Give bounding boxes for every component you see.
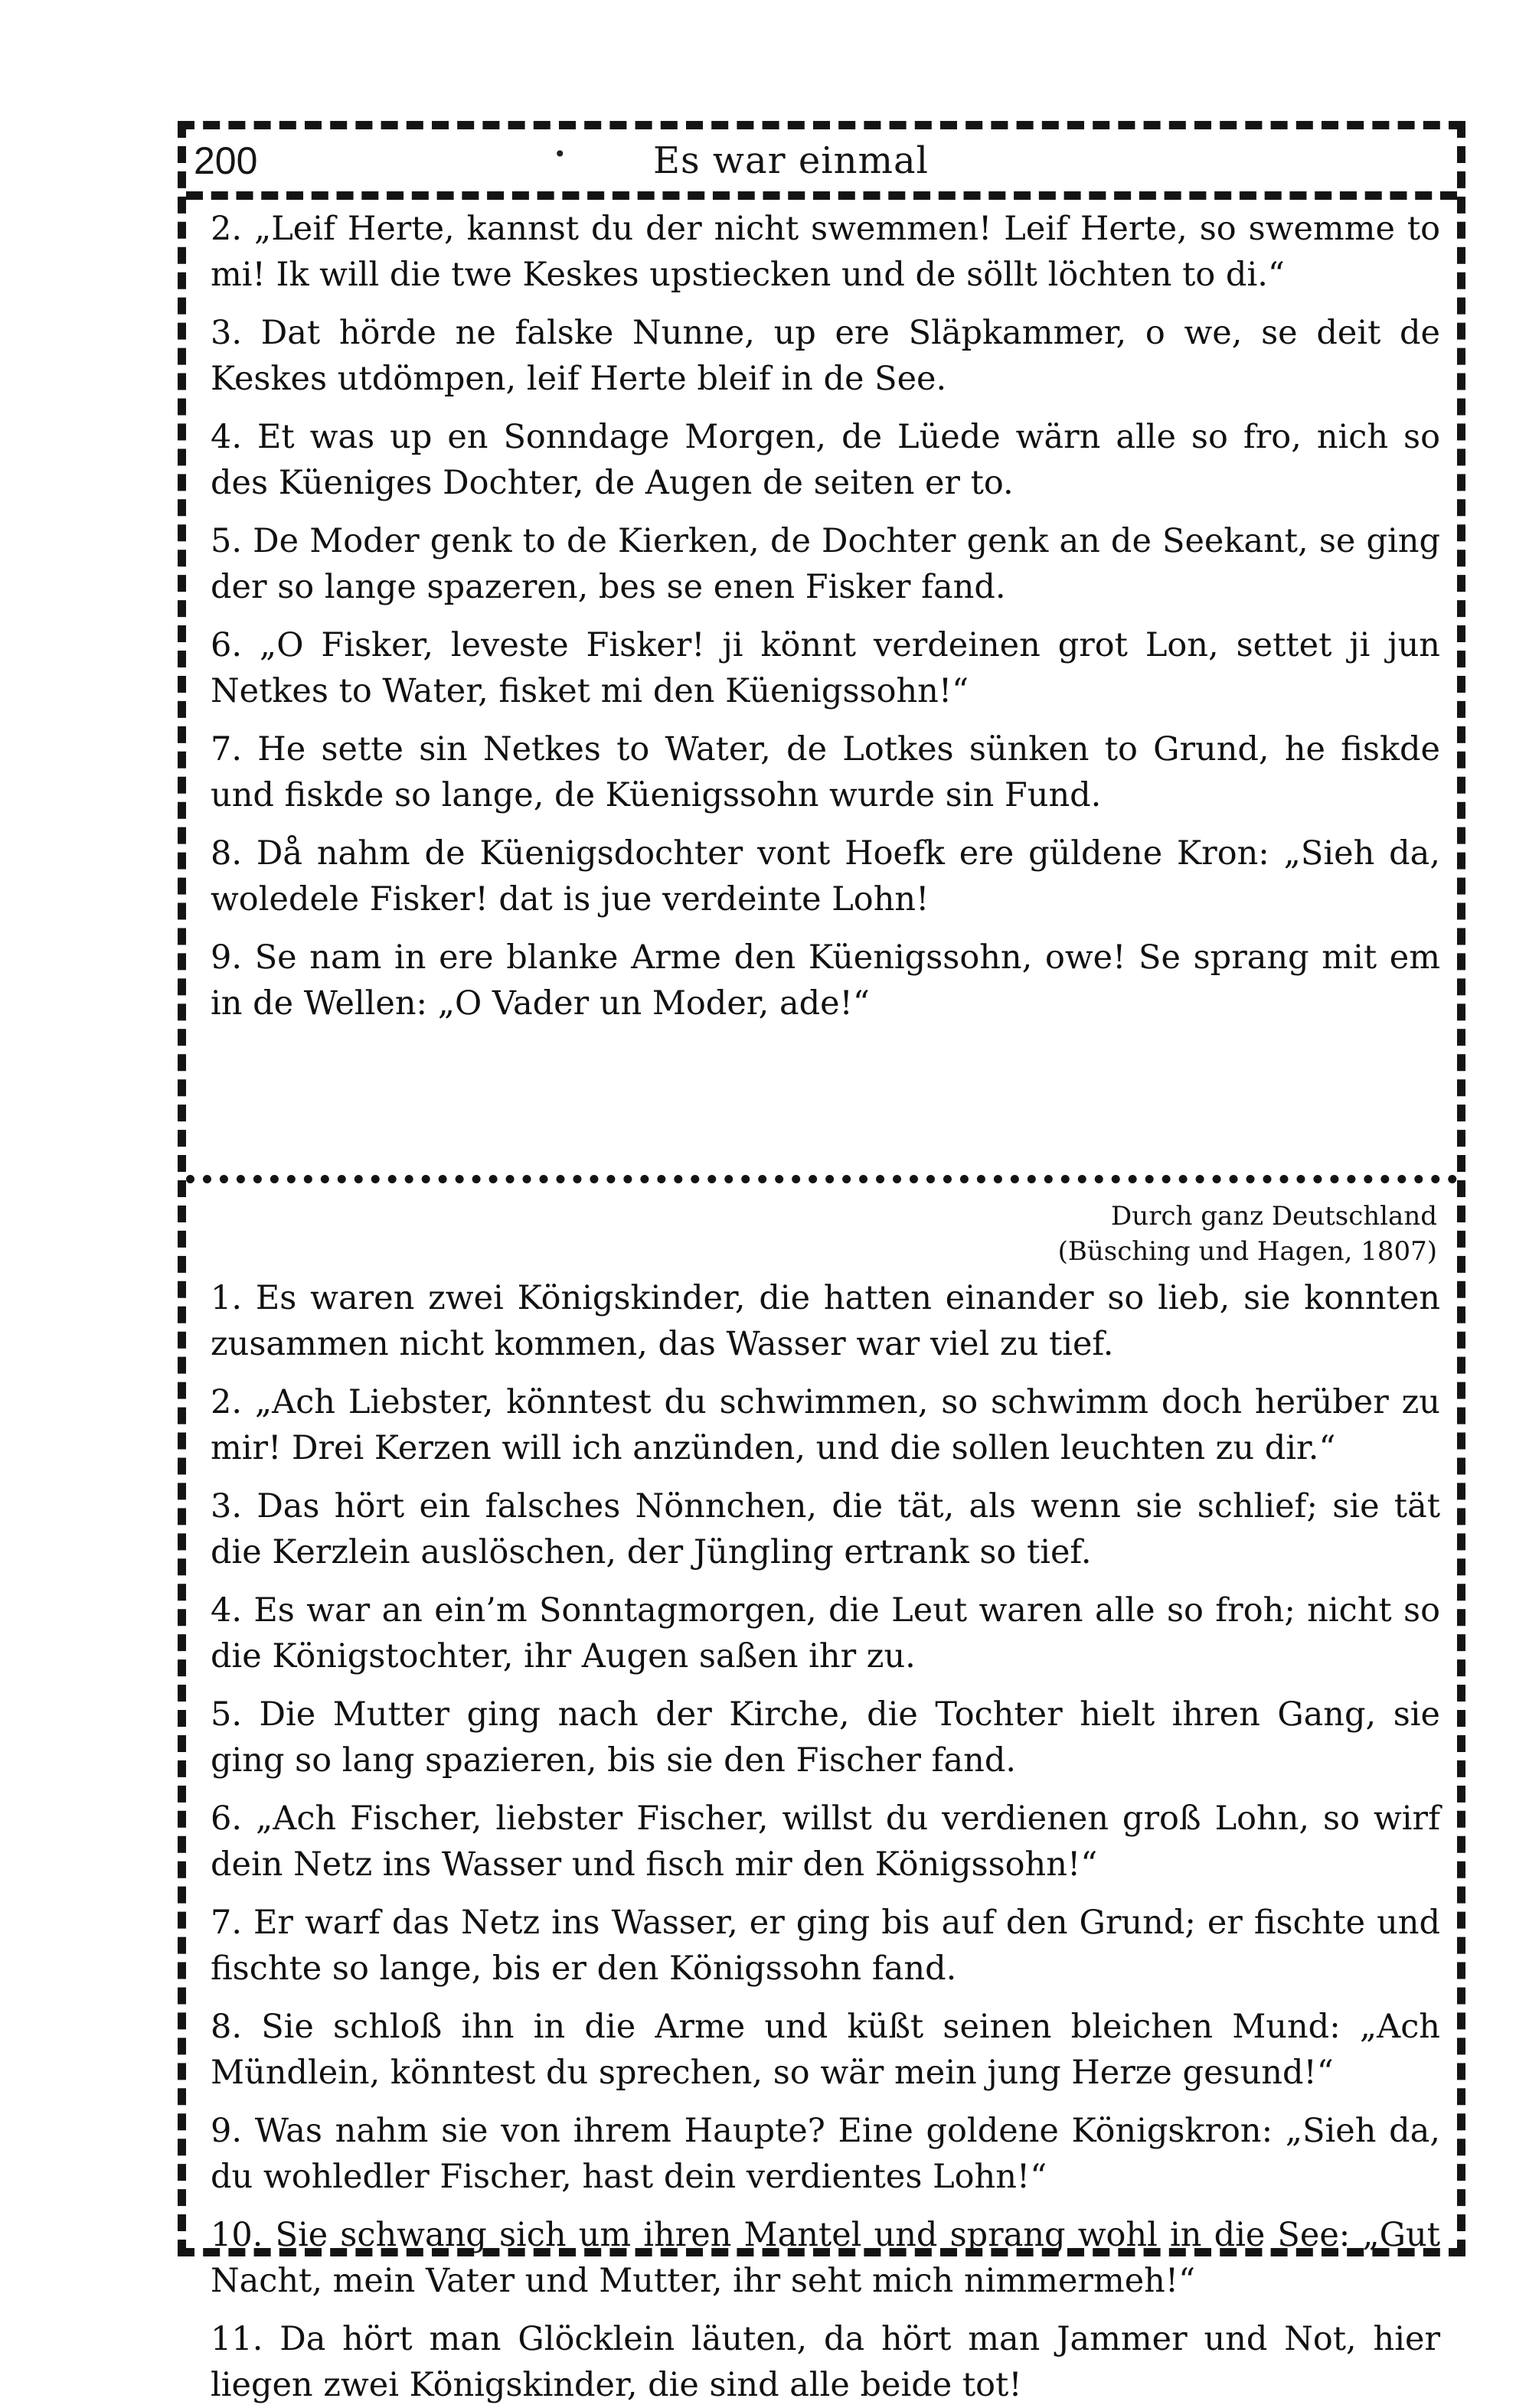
source-region: Durch ganz Deutschland (1111, 1201, 1437, 1232)
source-citation: (Büsching und Hagen, 1807) (1057, 1236, 1437, 1267)
stanza: 6. „Ach Fischer, liebster Fischer, willst du verdienen groß Lohn, so wirf dein Netz ins Wasser und fisch mir den Königssohn!“ (211, 1799, 1440, 1884)
stanza: 3. Dat hörde ne falske Nunne, up ere Släpkammer, o we, se deit de Keskes utdömpen, leif Herte bleif in de See. (211, 314, 1440, 398)
stanza: 5. Die Mutter ging nach der Kirche, die Tochter hielt ihren Gang, sie ging so lang spazieren, bis sie den Fischer fand. (211, 1695, 1440, 1780)
header-ornament: • (554, 142, 567, 167)
stanza: 3. Das hört ein falsches Nönnchen, die tät, als wenn sie schlief; sie tät die Kerzlein auslöschen, der Jüngling ertrank so tief. (211, 1487, 1440, 1571)
stanza: 8. Då nahm de Küenigsdochter vont Hoefk ere güldene Kron: „Sieh da, woledele Fisker! dat is jue verdeinte Lohn! (211, 834, 1440, 918)
high-german-version (186, 1183, 1457, 2404)
stanza: 9. Was nahm sie von ihrem Haupte? Eine goldene Königskron: „Sieh da, du wohledler Fischer, hast dein verdientes Lohn!“ (211, 2112, 1440, 2196)
stanza: 1. Es waren zwei Königskinder, die hatten einander so lieb, sie konnten zusammen nicht kommen, das Wasser war viel zu tief. (211, 1279, 1440, 1363)
stanza: 7. Er warf das Netz ins Wasser, er ging bis auf den Grund; er fischte und fischte so lange, bis er den Königssohn fand. (211, 1904, 1440, 1988)
stanza: 5. De Moder genk to de Kierken, de Dochter genk an de Seekant, se ging der so lange spazeren, bes se enen Fisker fand. (211, 522, 1440, 606)
stanza: 10. Sie schwang sich um ihren Mantel und sprang wohl in die See: „Gut Nacht, mein Vater und Mutter, ihr seht mich nimmermeh!“ (211, 2216, 1440, 2300)
stanza: 11. Da hört man Glöcklein läuten, da hört man Jammer und Not, hier liegen zwei Königskinder, die sind alle beide tot! (211, 2320, 1440, 2404)
page-frame (178, 121, 1465, 2404)
stanza: 4. Et was up en Sonndage Morgen, de Lüede wärn alle so fro, nich so des Küeniges Dochter, de Augen de seiten er to. (211, 418, 1440, 502)
low-german-version (186, 200, 1457, 1183)
stanza: 7. He sette sin Netkes to Water, de Lotkes sünken to Grund, he fiskde und fiskde so lange, de Küenigssohn wurde sin Fund. (211, 730, 1440, 814)
page-number: 200 (194, 139, 258, 182)
running-title: Es war einmal (653, 139, 929, 182)
stanza: 9. Se nam in ere blanke Arme den Küenigssohn, owe! Se sprang mit em in de Wellen: „O Vader un Moder, ade!“ (211, 938, 1440, 1023)
page-header (186, 129, 1457, 200)
source-attribution (211, 1199, 1440, 1269)
stanza: 8. Sie schloß ihn in die Arme und küßt seinen bleichen Mund: „Ach Mündlein, könntest du sprechen, so wär mein jung Herze gesund!“ (211, 2008, 1440, 2092)
stanza: 2. „Leif Herte, kannst du der nicht swemmen! Leif Herte, so swemme to mi! Ik will die twe Keskes upstiecken und de söllt löchten to di.“ (211, 210, 1440, 294)
stanza: 4. Es war an ein’m Sonntagmorgen, die Leut waren alle so froh; nicht so die Königstochter, ihr Augen saßen ihr zu. (211, 1591, 1440, 1675)
stanza: 6. „O Fisker, leveste Fisker! ji könnt verdeinen grot Lon, settet ji jun Netkes to Water, fisket mi den Küenigssohn!“ (211, 626, 1440, 710)
stanza: 2. „Ach Liebster, könntest du schwimmen, so schwimm doch herüber zu mir! Drei Kerzen will ich anzünden, und die sollen leuchten zu dir.“ (211, 1383, 1440, 1467)
